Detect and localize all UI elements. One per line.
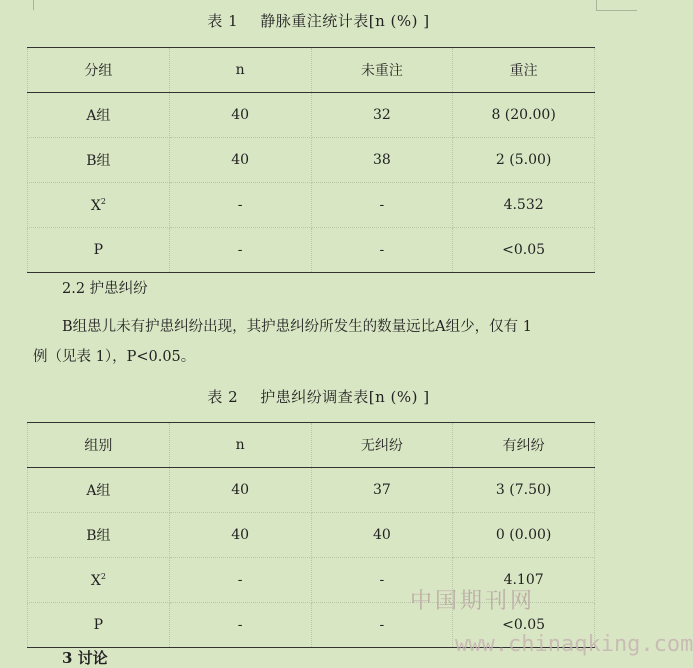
table-cell: - bbox=[311, 603, 453, 648]
section-heading-3-partial: 3 讨论 bbox=[62, 649, 108, 667]
table-cell: - bbox=[311, 183, 453, 228]
table2-header-cell: n bbox=[169, 423, 311, 468]
table-cell: 8 (20.00) bbox=[453, 93, 595, 138]
table1-caption bbox=[0, 10, 637, 31]
table1-header-cell: n bbox=[169, 48, 311, 93]
table-cell: <0.05 bbox=[453, 228, 595, 273]
table-row bbox=[28, 183, 595, 228]
table2-caption-number: 表 2 bbox=[207, 388, 239, 406]
table2-header-cell: 无纠纷 bbox=[311, 423, 453, 468]
table-cell: - bbox=[169, 228, 311, 273]
section-heading-2-2: 2.2 护患纠纷 bbox=[62, 281, 148, 297]
table-cell: P bbox=[28, 228, 170, 273]
table-cell: - bbox=[311, 228, 453, 273]
table2-header-row bbox=[28, 423, 595, 468]
paragraph-line-1: B组患儿未有护患纠纷出现，其护患纠纷所发生的数量远比A组少，仅有 1 bbox=[62, 319, 532, 335]
table1-caption-title: 静脉重注统计表[n (%) ] bbox=[260, 12, 430, 30]
table-cell: - bbox=[169, 603, 311, 648]
table-cell: 40 bbox=[311, 513, 453, 558]
table-cell: A组 bbox=[28, 93, 170, 138]
table-cell: - bbox=[169, 183, 311, 228]
table-cell: A组 bbox=[28, 468, 170, 513]
table1 bbox=[27, 47, 595, 273]
paragraph-line-2: 例（见表 1），P<0.05。 bbox=[33, 349, 196, 365]
table-cell: <0.05 bbox=[453, 603, 595, 648]
table-cell: 40 bbox=[169, 93, 311, 138]
table-cell: 2 (5.00) bbox=[453, 138, 595, 183]
page-corner-mark-left bbox=[0, 0, 34, 10]
table1-caption-number: 表 1 bbox=[207, 12, 239, 30]
table-cell: B组 bbox=[28, 138, 170, 183]
table2-header-cell: 有纠纷 bbox=[453, 423, 595, 468]
table2-caption-title: 护患纠纷调查表[n (%) ] bbox=[260, 388, 430, 406]
table-cell: $X^2$ bbox=[28, 183, 170, 228]
watermark-url: www.chinaqking.com bbox=[455, 632, 693, 657]
table-cell: 3 (7.50) bbox=[453, 468, 595, 513]
table1-header-cell: 重注 bbox=[453, 48, 595, 93]
table-cell: 40 bbox=[169, 513, 311, 558]
table-cell: 38 bbox=[311, 138, 453, 183]
table-cell: P bbox=[28, 603, 170, 648]
table-cell: - bbox=[311, 558, 453, 603]
table2-header-cell: 组别 bbox=[28, 423, 170, 468]
table-row bbox=[28, 228, 595, 273]
table2-caption bbox=[0, 386, 637, 407]
table1-header-cell: 未重注 bbox=[311, 48, 453, 93]
table1-header-row bbox=[28, 48, 595, 93]
table-cell: 40 bbox=[169, 138, 311, 183]
table-row bbox=[28, 138, 595, 183]
table-row bbox=[28, 93, 595, 138]
table-row bbox=[28, 468, 595, 513]
table-cell: 37 bbox=[311, 468, 453, 513]
table-cell: $X^2$ bbox=[28, 558, 170, 603]
table-cell: 4.532 bbox=[453, 183, 595, 228]
watermark-site-name: 中国期刊网 bbox=[410, 589, 536, 614]
table1-header-cell: 分组 bbox=[28, 48, 170, 93]
table-cell: 4.107 bbox=[453, 558, 595, 603]
table-cell: B组 bbox=[28, 513, 170, 558]
table-cell: 0 (0.00) bbox=[453, 513, 595, 558]
table-cell: 40 bbox=[169, 468, 311, 513]
table-cell: 32 bbox=[311, 93, 453, 138]
table-cell: - bbox=[169, 558, 311, 603]
table-row bbox=[28, 513, 595, 558]
